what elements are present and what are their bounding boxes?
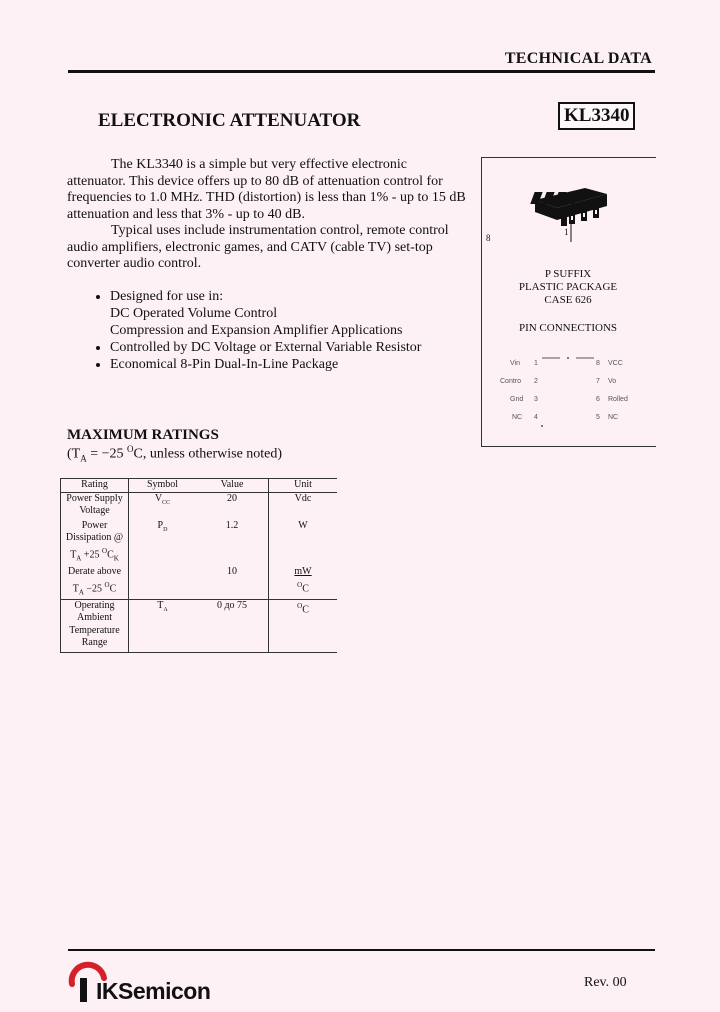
table-row: Power Supply Voltage $V_{CC}$ 20 Vdc — [61, 492, 338, 518]
table-row: Operating Ambient Temperature Range $T_A$ 0 до 75 $^O$C — [61, 599, 338, 652]
feature-list — [72, 288, 510, 373]
description-paragraph-1: The KL3340 is a simple but very effective electronic attenuator. This device offers up to 80 dB of attenuation control for frequencies to 1.0 MHz. THD (distortion) is less than 1% - up to 15 dB attenuation and less that 3% - up to 40 dB. — [67, 157, 466, 222]
feature-item: • Controlled by DC Voltage or External Variable Resistor — [110, 339, 510, 356]
pin-diagram-icon — [540, 350, 596, 430]
table-row: Power Dissipation @ $T_A +25$ $^OC_K$ $P_D$ 1.2 W — [61, 518, 338, 565]
footer-rule — [68, 949, 655, 951]
dip8-package-icon — [525, 180, 615, 250]
description — [67, 157, 467, 273]
table-row: Derate above $T_A -25$ $^O$C 10 mW $^O$C — [61, 564, 338, 599]
feature-item: • Economical 8-Pin Dual-In-Line Package — [110, 356, 510, 373]
package-type: PLASTIC PACKAGE — [518, 281, 618, 293]
header-rule — [68, 70, 655, 73]
document-type-label: TECHNICAL DATA — [504, 50, 652, 67]
pin1-label: 1 — [564, 227, 569, 237]
col-unit: Unit — [269, 479, 338, 493]
col-symbol: Symbol — [129, 479, 197, 493]
max-ratings-heading: MAXIMUM RATINGS — [67, 427, 219, 443]
package-suffix: P SUFFIX — [544, 268, 592, 280]
package-case: CASE 626 — [544, 294, 592, 306]
max-ratings-table — [60, 478, 337, 653]
max-ratings-condition: ($T_A = -25$ $^O$C, unless otherwise noted) — [67, 444, 283, 464]
table-header-row — [61, 479, 338, 493]
col-rating: Rating — [61, 479, 129, 493]
feature-item: • Designed for use in: DC Operated Volume Control Compression and Expansion Amplifier Applications — [110, 288, 510, 339]
pin8-label: 8 — [486, 233, 491, 243]
logo-text: IKSemicon — [96, 978, 211, 1004]
col-value: Value — [196, 479, 269, 493]
description-paragraph-2: Typical uses include instrumentation control, remote control audio amplifiers, electronic games, and CATV (cable TV) set-top converter audio control. — [67, 223, 449, 271]
revision-label: Rev. 00 — [584, 975, 627, 990]
pin-connections-heading: PIN CONNECTIONS — [518, 322, 618, 334]
page-title: ELECTRONIC ATTENUATOR — [98, 110, 361, 131]
part-number-box: KL3340 — [558, 102, 635, 130]
